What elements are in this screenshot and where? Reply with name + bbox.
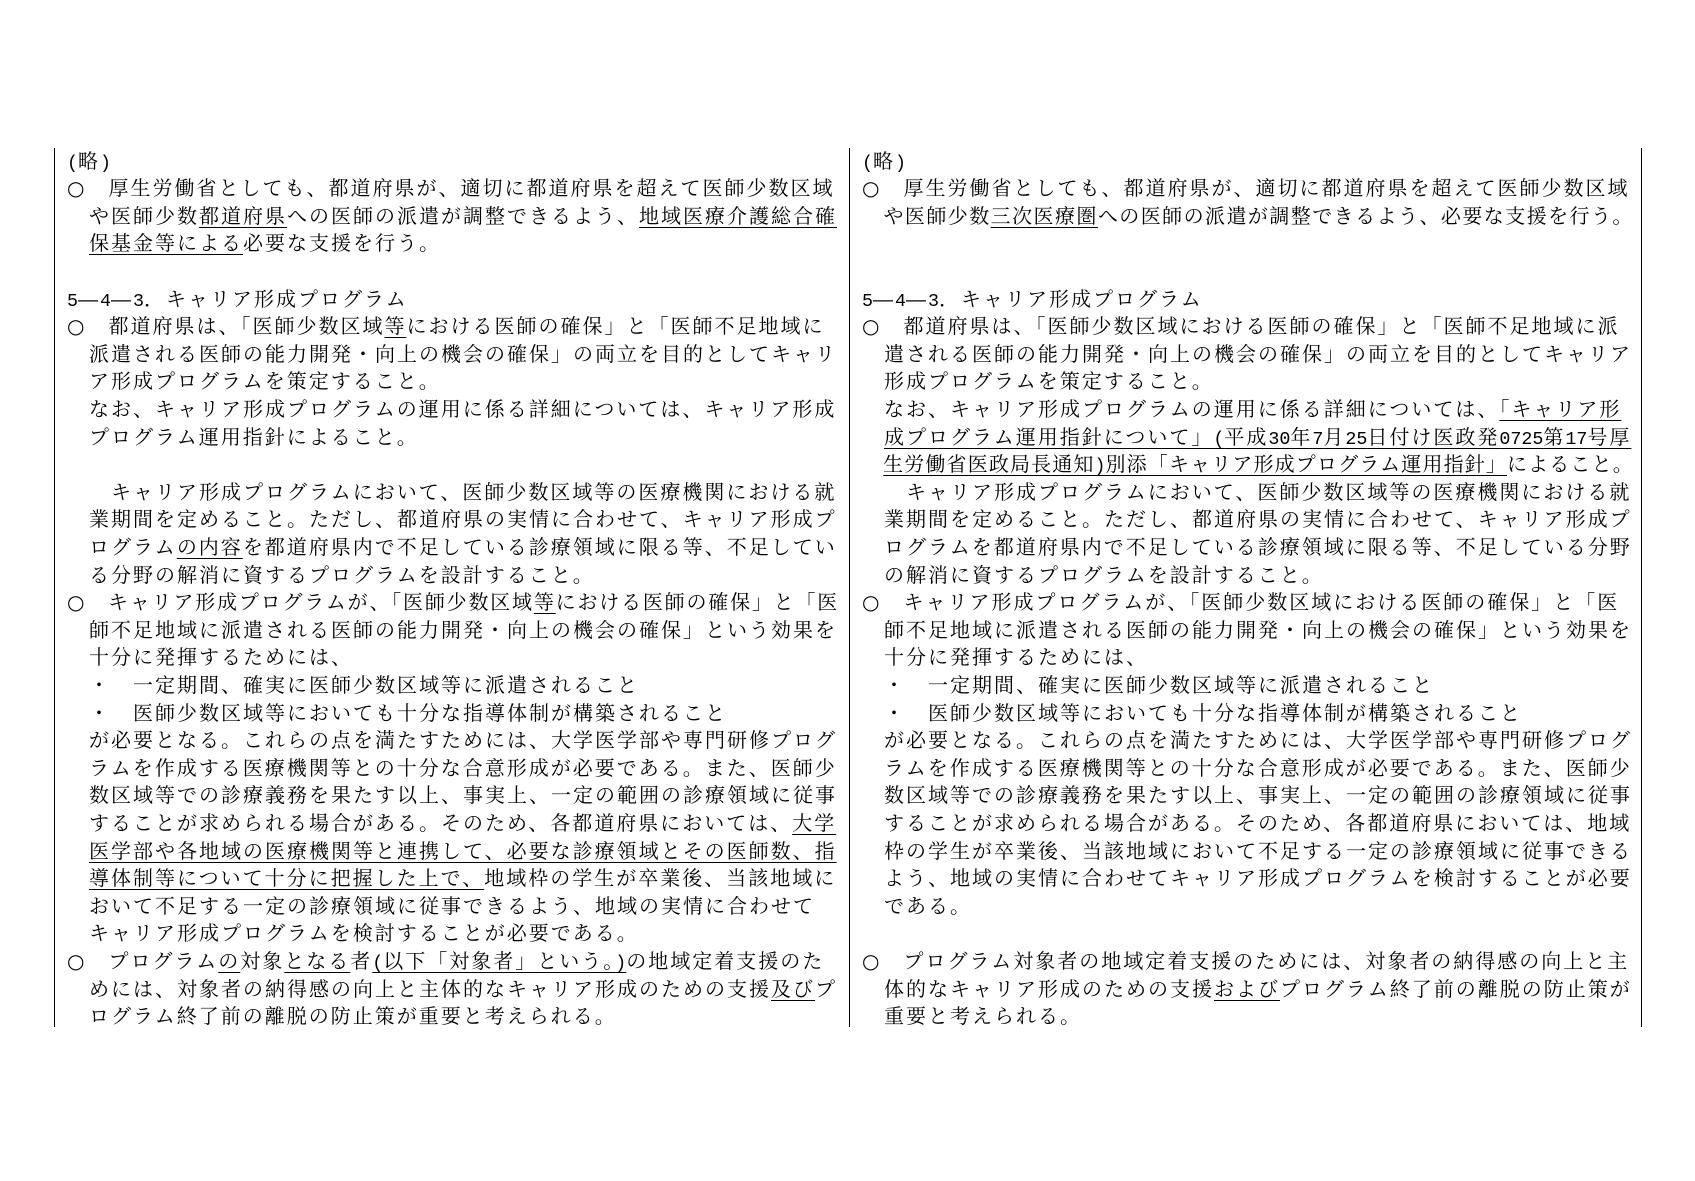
text-segment: 数区域等での診療義務を果たす以上、事実上、一定の範囲の診療領域に従事: [862, 783, 1632, 808]
underlined-text: 等: [533, 590, 556, 615]
underlined-text: 保基金等による: [89, 231, 243, 256]
text-segment: よう、地域の実情に合わせてキャリア形成プログラムを検討することが必要: [862, 866, 1632, 891]
underlined-text: 導体制等について十分に把握した上で、: [89, 866, 485, 891]
underlined-text: 三次医療圏: [990, 203, 1098, 228]
underlined-text: 及び: [771, 976, 815, 1001]
underlined-text: 生労働省医政局長通知)別添「キャリア形成プログラム運用指針」: [883, 452, 1508, 478]
right-text-line: [862, 726, 1632, 754]
text-segment: (略): [67, 148, 111, 174]
text-segment: 5―4―3．キャリア形成プログラム: [67, 286, 408, 312]
text-segment: [67, 866, 89, 890]
underlined-text: の: [218, 948, 241, 973]
text-segment: ログラム終了前の離脱の防止策が重要と考えられる。: [67, 1004, 617, 1029]
text-segment: における医師の確保」と「医: [555, 590, 840, 615]
text-segment: なお、キャリア形成プログラムの運用に係る詳細については、キャリア形成: [67, 396, 837, 421]
left-text-line: [67, 616, 837, 644]
underlined-text: 成プログラム運用指針について」(平成30年7月25日付け医政発0725第17号厚: [884, 424, 1632, 450]
text-segment: ア形成プログラムを策定すること。: [67, 369, 441, 394]
left-text-line: [67, 561, 595, 589]
text-segment: 者: [350, 948, 373, 973]
text-segment: ラムを作成する医療機関等との十分な合意形成が必要である。また、医師少: [862, 755, 1632, 780]
left-text-line: [67, 1002, 617, 1030]
text-segment: ○ 都道府県は、「医師少数区域における医師の確保」と「医師不足地域に派: [862, 314, 1620, 339]
underlined-text: となる: [284, 948, 351, 973]
text-segment: 地域枠の学生が卒業後、当該地域に: [484, 866, 837, 891]
text-segment: への医師の派遣が調整できるよう、: [287, 203, 639, 228]
text-segment: 十分に発揮するためには、: [67, 645, 353, 670]
table-left-border: [54, 148, 55, 1027]
text-segment: 重要と考えられる。: [862, 1004, 1082, 1029]
text-segment: ○ 厚生労働省としても、都道府県が、適切に都道府県を超えて医師少数区域: [67, 176, 835, 201]
text-segment: ○ キャリア形成プログラムが、「医師少数区域: [67, 590, 534, 615]
right-text-line: [862, 423, 1631, 451]
text-segment: [862, 452, 883, 476]
text-segment: の地域定着支援のた: [626, 948, 825, 973]
text-segment: ○ プログラム: [67, 948, 219, 973]
right-text-line: [862, 312, 1619, 340]
left-text-line: [67, 864, 836, 892]
text-segment: ・ 医師少数区域等においても十分な指導体制が構築されること: [67, 700, 727, 725]
right-column: [862, 0, 1634, 1181]
text-segment: が必要となる。これらの点を満たすためには、大学医学部や専門研修プログ: [862, 728, 1632, 753]
text-segment: 対象: [240, 948, 285, 973]
left-text-line: [67, 174, 834, 202]
text-segment: への医師の派遣が調整できるよう、必要な支援を行う。: [1097, 203, 1634, 228]
underlined-text: 都道府県: [199, 203, 287, 228]
text-segment: ラムを作成する医療機関等との十分な合意形成が必要である。また、医師少: [67, 755, 837, 780]
text-segment: 十分に発揮するためには、: [862, 645, 1148, 670]
text-segment: プログラム終了前の離脱の防止策が: [1280, 976, 1632, 1001]
right-text-line: [862, 947, 1629, 975]
text-segment: が必要となる。これらの点を満たすためには、大学医学部や専門研修プログ: [67, 728, 837, 753]
text-segment: おいて不足する一定の診療領域に従事できるよう、地域の実情に合わせて: [67, 893, 815, 918]
right-text-line: [862, 616, 1632, 644]
right-text-line: [862, 1002, 1082, 1030]
text-segment: [862, 425, 884, 449]
text-segment: 業期間を定めること。ただし、都道府県の実情に合わせて、キャリア形成プ: [862, 507, 1632, 532]
left-column: [67, 0, 839, 1181]
underlined-text: 地域医療介護総合確: [639, 203, 837, 228]
right-text-line: [862, 505, 1632, 533]
text-segment: 師不足地域に派遣される医師の能力開発・向上の機会の確保」という効果を: [862, 617, 1632, 642]
right-text-line: [862, 975, 1632, 1003]
text-segment: ・ 医師少数区域等においても十分な指導体制が構築されること: [862, 700, 1522, 725]
left-text-line: [67, 505, 837, 533]
text-segment: なお、キャリア形成プログラムの運用に係る詳細については、: [862, 396, 1500, 421]
right-text-line: [862, 837, 1632, 865]
underlined-text: 等: [384, 314, 407, 339]
underlined-text: 「キャリア形: [1499, 396, 1622, 421]
left-text-line: [67, 892, 815, 920]
text-segment: ○ 厚生労働省としても、都道府県が、適切に都道府県を超えて医師少数区域: [862, 176, 1630, 201]
text-segment: キャリア形成プログラムにおいて、医師少数区域等の医療機関における就: [862, 479, 1632, 504]
left-text-line: [67, 919, 639, 947]
right-text-line: [862, 174, 1629, 202]
text-segment: の解消に資するプログラムを設計すること。: [862, 562, 1324, 587]
text-segment: 形成プログラムを策定すること。: [862, 369, 1214, 394]
text-segment: ・ 一定期間、確実に医師少数区域等に派遣されること: [67, 672, 639, 697]
text-segment: 派遣される医師の能力開発・向上の機会の確保」の両立を目的としてキャリ: [67, 341, 837, 366]
text-segment: ○ キャリア形成プログラムが、「医師少数区域における医師の確保」と「医: [862, 590, 1620, 615]
left-text-line: [67, 781, 837, 809]
text-segment: 師不足地域に派遣される医師の能力開発・向上の機会の確保」という効果を: [67, 617, 837, 642]
text-segment: や医師少数: [862, 203, 991, 228]
right-text-line: [862, 754, 1632, 782]
text-segment: プ: [815, 976, 837, 1001]
text-segment: 遣される医師の能力開発・向上の機会の確保」の両立を目的としてキャリア: [862, 341, 1632, 366]
text-segment: [67, 231, 89, 255]
text-segment: プログラム運用指針によること。: [67, 424, 419, 449]
right-text-line: [862, 671, 1434, 699]
text-segment: ○ 都道府県は、「医師少数区域: [67, 314, 385, 339]
right-text-line: [862, 285, 1203, 313]
underlined-text: (以下「対象者」という。): [372, 948, 627, 974]
left-text-line: [67, 809, 836, 837]
text-segment: 体的なキャリア形成のための支援: [862, 976, 1214, 1001]
left-text-line: [67, 671, 639, 699]
right-text-line: [862, 533, 1632, 561]
left-text-line: [67, 699, 727, 727]
right-text-line: [862, 561, 1324, 589]
text-segment: キャリア形成プログラムにおいて、医師少数区域等の医療機関における就: [67, 479, 837, 504]
text-segment: 5―4―3．キャリア形成プログラム: [862, 286, 1203, 312]
text-segment: である。: [862, 893, 972, 918]
left-text-line: [67, 947, 824, 975]
left-text-line: [67, 229, 441, 257]
left-text-line: [67, 312, 824, 340]
left-text-line: [67, 643, 353, 671]
right-text-line: [862, 147, 906, 175]
left-text-line: [67, 423, 419, 451]
left-text-line: [67, 726, 837, 754]
left-text-line: [67, 478, 836, 506]
right-text-line: [862, 892, 972, 920]
right-text-line: [862, 699, 1522, 727]
right-text-line: [862, 395, 1621, 423]
text-segment: や医師少数: [67, 203, 199, 228]
text-segment: 数区域等での診療義務を果たす以上、事実上、一定の範囲の診療領域に従事: [67, 783, 837, 808]
text-segment: キャリア形成プログラムを検討することが必要である。: [67, 921, 639, 946]
text-segment: めには、対象者の納得感の向上と主体的なキャリア形成のための支援: [67, 976, 771, 1001]
text-segment: ログラム: [67, 534, 177, 559]
text-segment: る分野の解消に資するプログラムを設計すること。: [67, 562, 595, 587]
text-segment: における医師の確保」と「医師不足地域に: [406, 314, 825, 339]
left-text-line: [67, 975, 837, 1003]
right-text-line: [862, 864, 1632, 892]
text-segment: を都道府県内で不足している診療領域に限る等、不足してい: [242, 534, 837, 559]
text-segment: ・ 一定期間、確実に医師少数区域等に派遣されること: [862, 672, 1434, 697]
right-text-line: [862, 643, 1148, 671]
underlined-text: 大学: [792, 810, 837, 835]
table-right-border: [1641, 148, 1642, 1027]
underlined-text: および: [1214, 976, 1280, 1001]
left-text-line: [67, 837, 837, 865]
left-text-line: [67, 533, 837, 561]
left-text-line: [67, 395, 836, 423]
column-divider: [849, 148, 850, 1027]
text-segment: することが求められる場合がある。そのため、各都道府県においては、: [67, 810, 793, 835]
left-text-line: [67, 588, 839, 616]
left-text-line: [67, 202, 837, 230]
right-text-line: [862, 809, 1631, 837]
right-text-line: [862, 588, 1619, 616]
text-segment: ログラムを都道府県内で不足している診療領域に限る等、不足している分野: [862, 534, 1632, 559]
text-segment: によること。: [1507, 452, 1634, 477]
right-text-line: [862, 367, 1214, 395]
right-text-line: [862, 450, 1634, 478]
left-text-line: [67, 340, 837, 368]
right-text-line: [862, 340, 1632, 368]
text-segment: 必要な支援を行う。: [243, 231, 441, 256]
right-text-line: [862, 478, 1631, 506]
text-segment: することが求められる場合がある。そのため、各都道府県においては、地域: [862, 810, 1632, 835]
text-segment: 枠の学生が卒業後、当該地域において不足する一定の診療領域に従事できる: [862, 838, 1632, 863]
text-segment: (略): [862, 148, 906, 174]
text-segment: 業期間を定めること。ただし、都道府県の実情に合わせて、キャリア形成プ: [67, 507, 837, 532]
text-segment: ○ プログラム対象者の地域定着支援のためには、対象者の納得感の向上と主: [862, 948, 1630, 973]
right-text-line: [862, 202, 1634, 230]
text-segment: [67, 839, 89, 863]
left-text-line: [67, 367, 441, 395]
left-text-line: [67, 754, 837, 782]
right-text-line: [862, 781, 1632, 809]
underlined-text: 医学部や各地域の医療機関等と連携して、必要な診療領域とその医師数、指: [89, 838, 837, 863]
left-text-line: [67, 285, 408, 313]
underlined-text: の内容: [176, 534, 243, 559]
left-text-line: [67, 147, 111, 175]
